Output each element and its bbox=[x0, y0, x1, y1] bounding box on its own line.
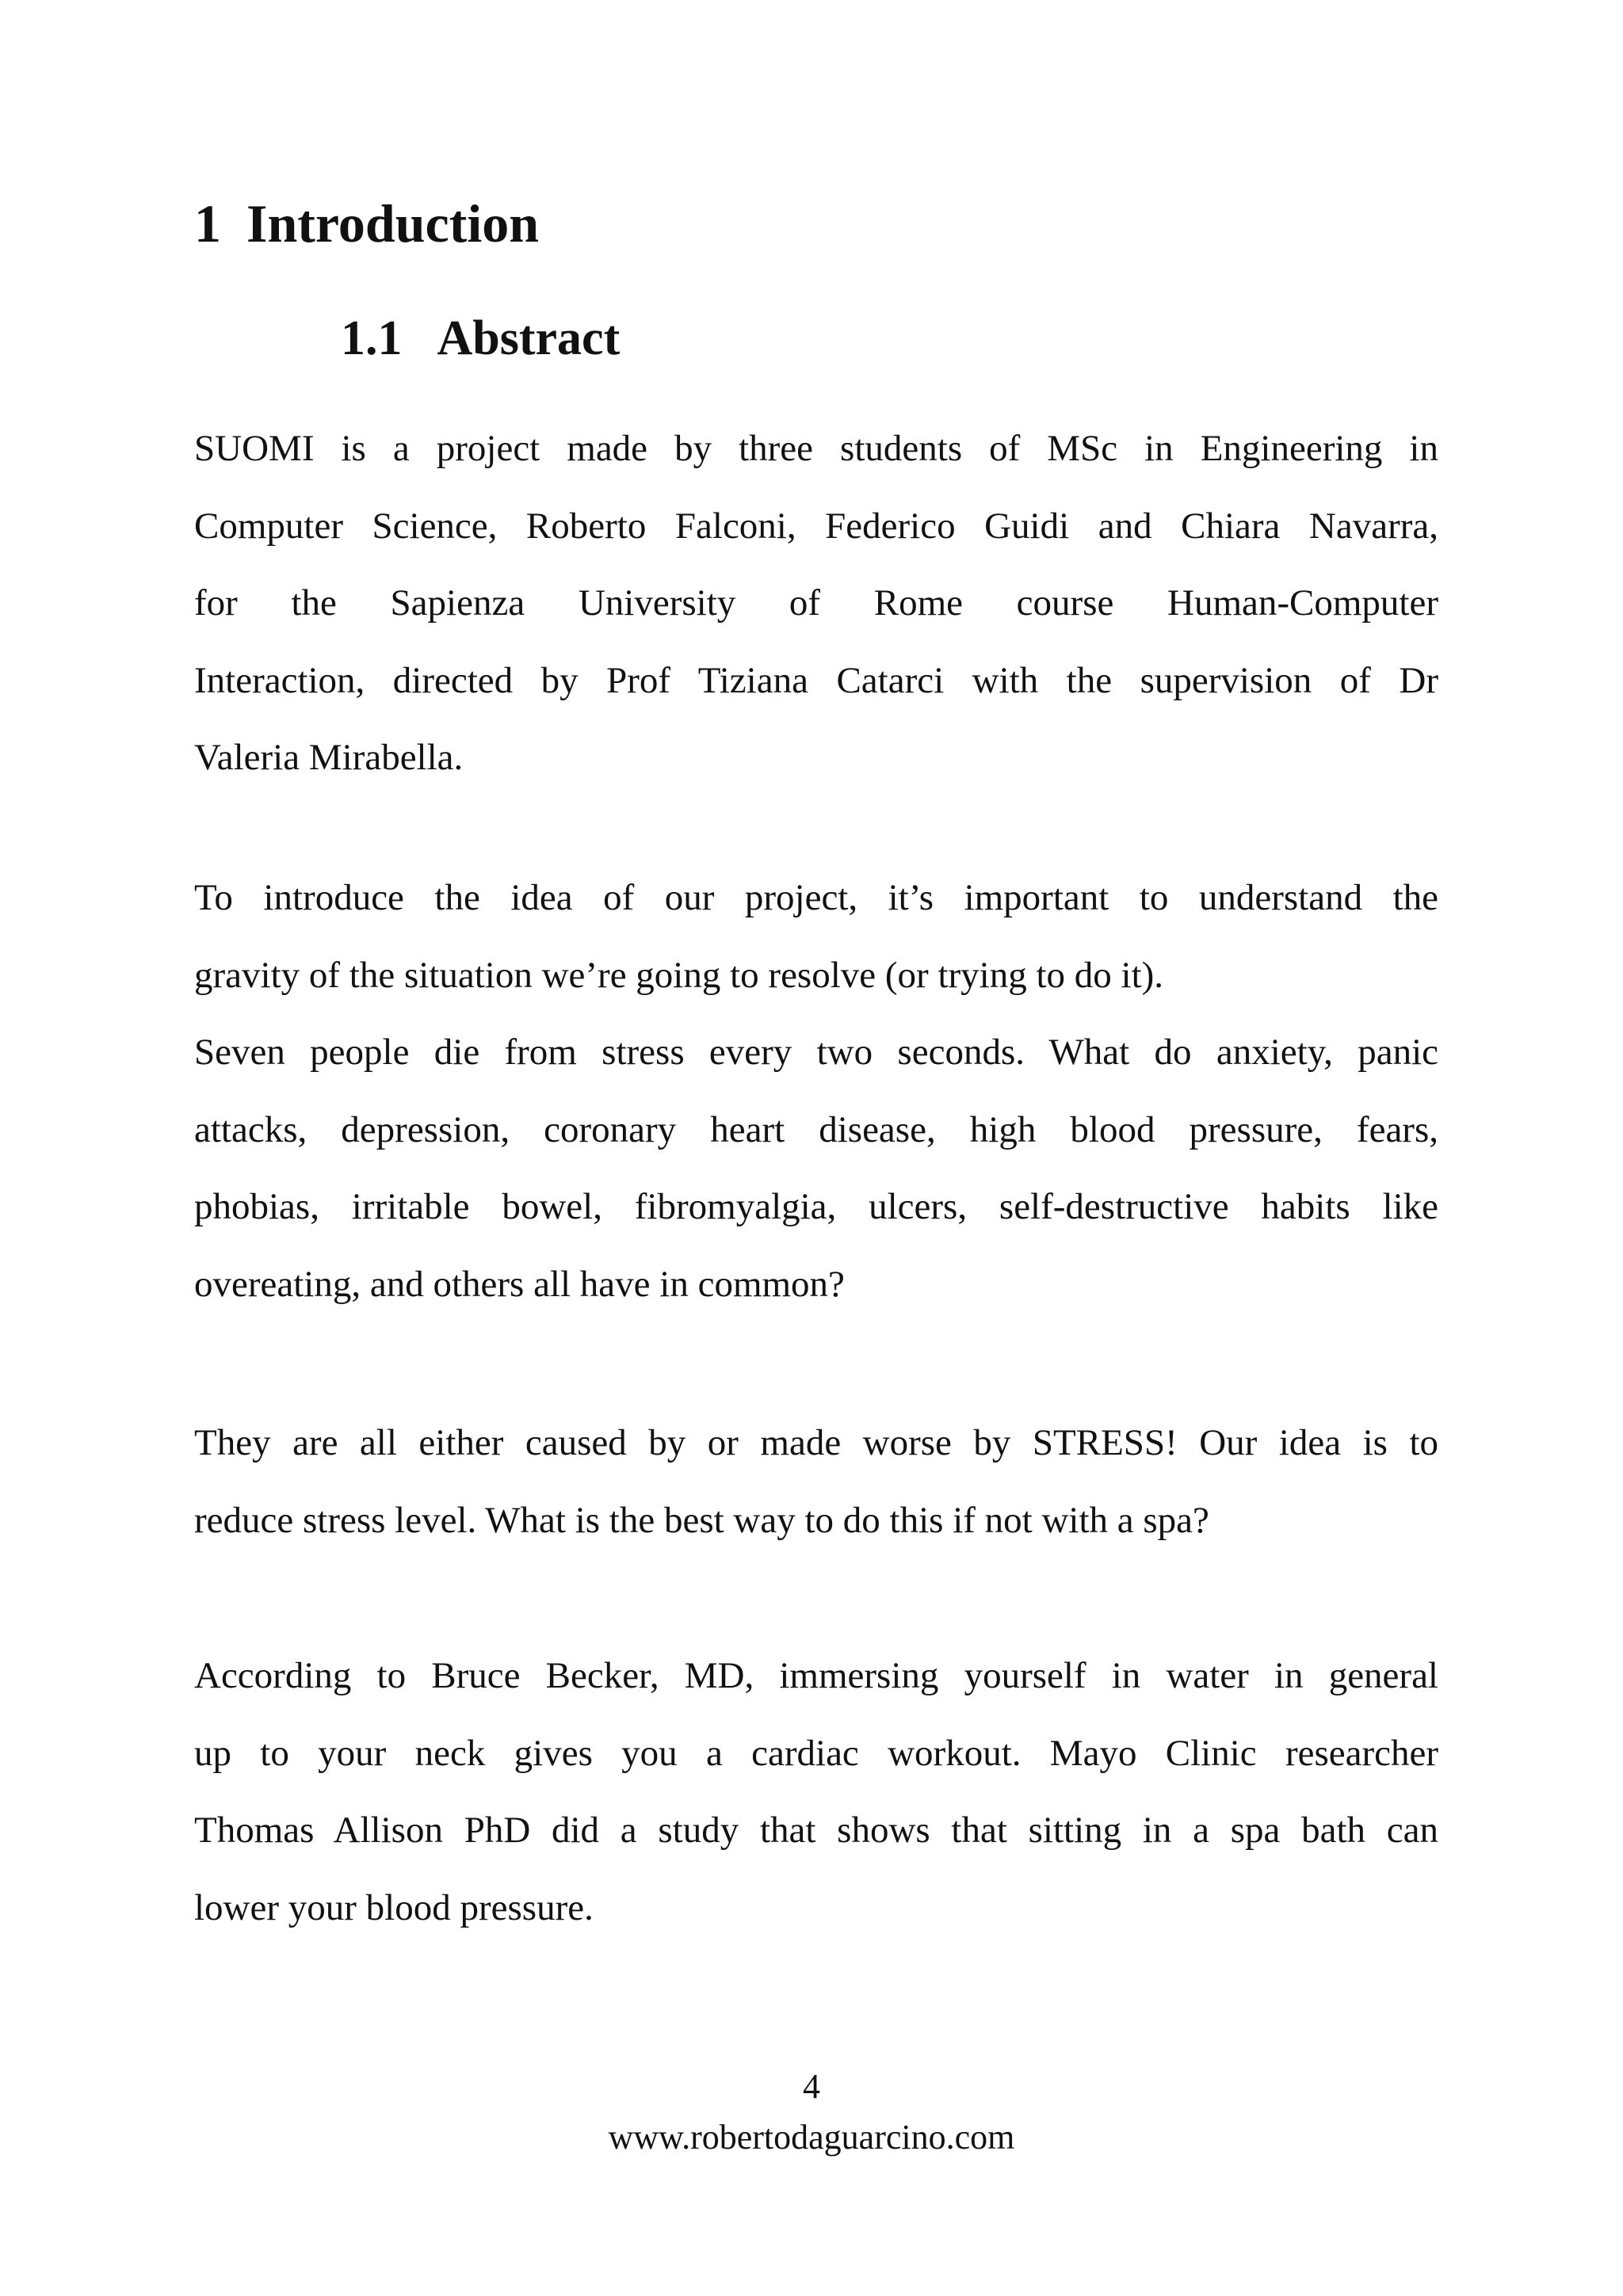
paragraph-line: overeating, and others all have in common? bbox=[194, 1263, 845, 1305]
page-number: 4 bbox=[803, 2067, 820, 2106]
paragraph-1 bbox=[194, 410, 1438, 797]
paragraph-line: They are all either caused by or made worse by STRESS! Our idea is to bbox=[194, 1422, 1438, 1463]
section-title: Introduction bbox=[246, 193, 540, 254]
subsection-title: Abstract bbox=[437, 311, 621, 365]
paragraph-line: reduce stress level. What is the best way to do this if not with a spa? bbox=[194, 1499, 1209, 1541]
paragraph-line: Computer Science, Roberto Falconi, Federico Guidi and Chiara Navarra, bbox=[194, 505, 1438, 547]
paragraph-line: phobias, irritable bowel, fibromyalgia, ulcers, self-destructive habits like bbox=[194, 1186, 1438, 1227]
paragraph-3 bbox=[194, 1405, 1438, 1559]
paragraph-line: up to your neck gives you a cardiac workout. Mayo Clinic researcher bbox=[194, 1732, 1438, 1774]
paragraph-line: for the Sapienza University of Rome course Human-Computer bbox=[194, 582, 1438, 624]
subsection-heading bbox=[341, 311, 621, 365]
paragraph-line: To introduce the idea of our project, it’s important to understand the bbox=[194, 877, 1438, 918]
paragraph-line: attacks, depression, coronary heart disease, high blood pressure, fears, bbox=[194, 1108, 1438, 1150]
section-number: 1 bbox=[194, 193, 221, 254]
paragraph-2 bbox=[194, 860, 1438, 1323]
paragraph-line: Seven people die from stress every two seconds. What do anxiety, panic bbox=[194, 1032, 1438, 1073]
section-heading bbox=[194, 193, 540, 254]
paragraph-line: According to Bruce Becker, MD, immersing yourself in water in general bbox=[194, 1655, 1438, 1696]
subsection-number: 1.1 bbox=[341, 311, 403, 365]
paragraph-line: gravity of the situation we’re going to resolve (or trying to do it). bbox=[194, 954, 1164, 996]
paragraph-line: SUOMI is a project made by three students of MSc in Engineering in bbox=[194, 428, 1438, 469]
paragraph-line: Valeria Mirabella. bbox=[194, 737, 464, 778]
paragraph-4 bbox=[194, 1638, 1438, 1947]
footer-website: www.robertodaguarcino.com bbox=[608, 2118, 1015, 2157]
paragraph-line: Thomas Allison PhD did a study that shows that sitting in a spa bath can bbox=[194, 1810, 1438, 1851]
paragraph-line: lower your blood pressure. bbox=[194, 1886, 594, 1928]
paragraph-line: Interaction, directed by Prof Tiziana Catarci with the supervision of Dr bbox=[194, 659, 1438, 701]
